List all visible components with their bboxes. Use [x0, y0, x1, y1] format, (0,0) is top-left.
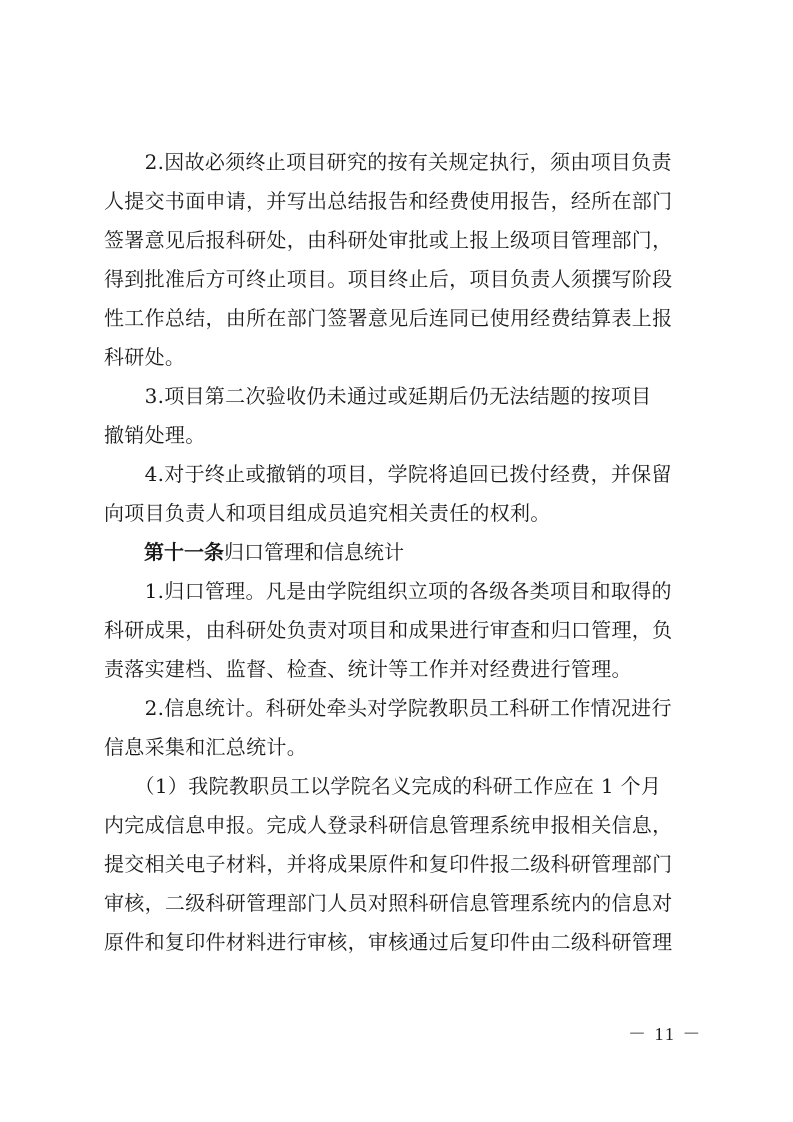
text-line: 4.对于终止或撤销的项目，学院将追回已拨付经费，并保留 [104, 462, 672, 486]
text-line: 责落实建档、监督、检查、统计等工作并对经费进行管理。 [104, 657, 632, 681]
paragraph-information-statistics [104, 689, 704, 767]
text-line: 2.信息统计。科研处牵头对学院教职员工科研工作情况进行 [104, 696, 672, 720]
text-line: 撤销处理。 [104, 423, 206, 447]
document-body [104, 143, 704, 962]
text-line: 科研成果，由科研处负责对项目和成果进行审查和归口管理，负 [104, 618, 673, 642]
article-title: 归口管理和信息统计 [224, 540, 404, 564]
text-line: 人提交书面申请，并写出总结报告和经费使用报告，经所在部门 [104, 189, 673, 213]
text-line: 3.项目第二次验收仍未通过或延期后仍无法结题的按项目 [104, 384, 652, 408]
text-line: 性工作总结，由所在部门签署意见后连同已使用经费结算表上报 [104, 306, 673, 330]
text-line: 科研处。 [104, 345, 186, 369]
paragraph-sub-item-1 [104, 767, 704, 962]
article-heading [104, 533, 704, 572]
text-line: 审核，二级科研管理部门人员对照科研信息管理系统内的信息对 [104, 891, 673, 915]
paragraph-item-3 [104, 377, 704, 455]
text-line: 2.因故必须终止项目研究的按有关规定执行，须由项目负责 [104, 150, 672, 174]
page-number: － 11 － [628, 1024, 703, 1044]
text-line: 1.归口管理。凡是由学院组织立项的各级各类项目和取得的 [104, 579, 672, 603]
text-line: 提交相关电子材料，并将成果原件和复印件报二级科研管理部门 [104, 852, 673, 876]
text-line: 签署意见后报科研处，由科研处审批或上报上级项目管理部门， [104, 228, 673, 252]
paragraph-item-4 [104, 455, 704, 533]
text-line: 内完成信息申报。完成人登录科研信息管理系统申报相关信息， [104, 813, 673, 837]
article-number: 第十一条 [144, 540, 224, 564]
text-line: 信息采集和汇总统计。 [104, 735, 307, 759]
text-line: （1）我院教职员工以学院名义完成的科研工作应在 1 个月 [104, 774, 662, 798]
text-line: 得到批准后方可终止项目。项目终止后，项目负责人须撰写阶段 [104, 267, 673, 291]
text-line: 向项目负责人和项目组成员追究相关责任的权利。 [104, 501, 551, 525]
paragraph-item-2 [104, 143, 704, 377]
text-line: 原件和复印件材料进行审核，审核通过后复印件由二级科研管理 [104, 930, 673, 954]
paragraph-centralized-management [104, 572, 704, 689]
